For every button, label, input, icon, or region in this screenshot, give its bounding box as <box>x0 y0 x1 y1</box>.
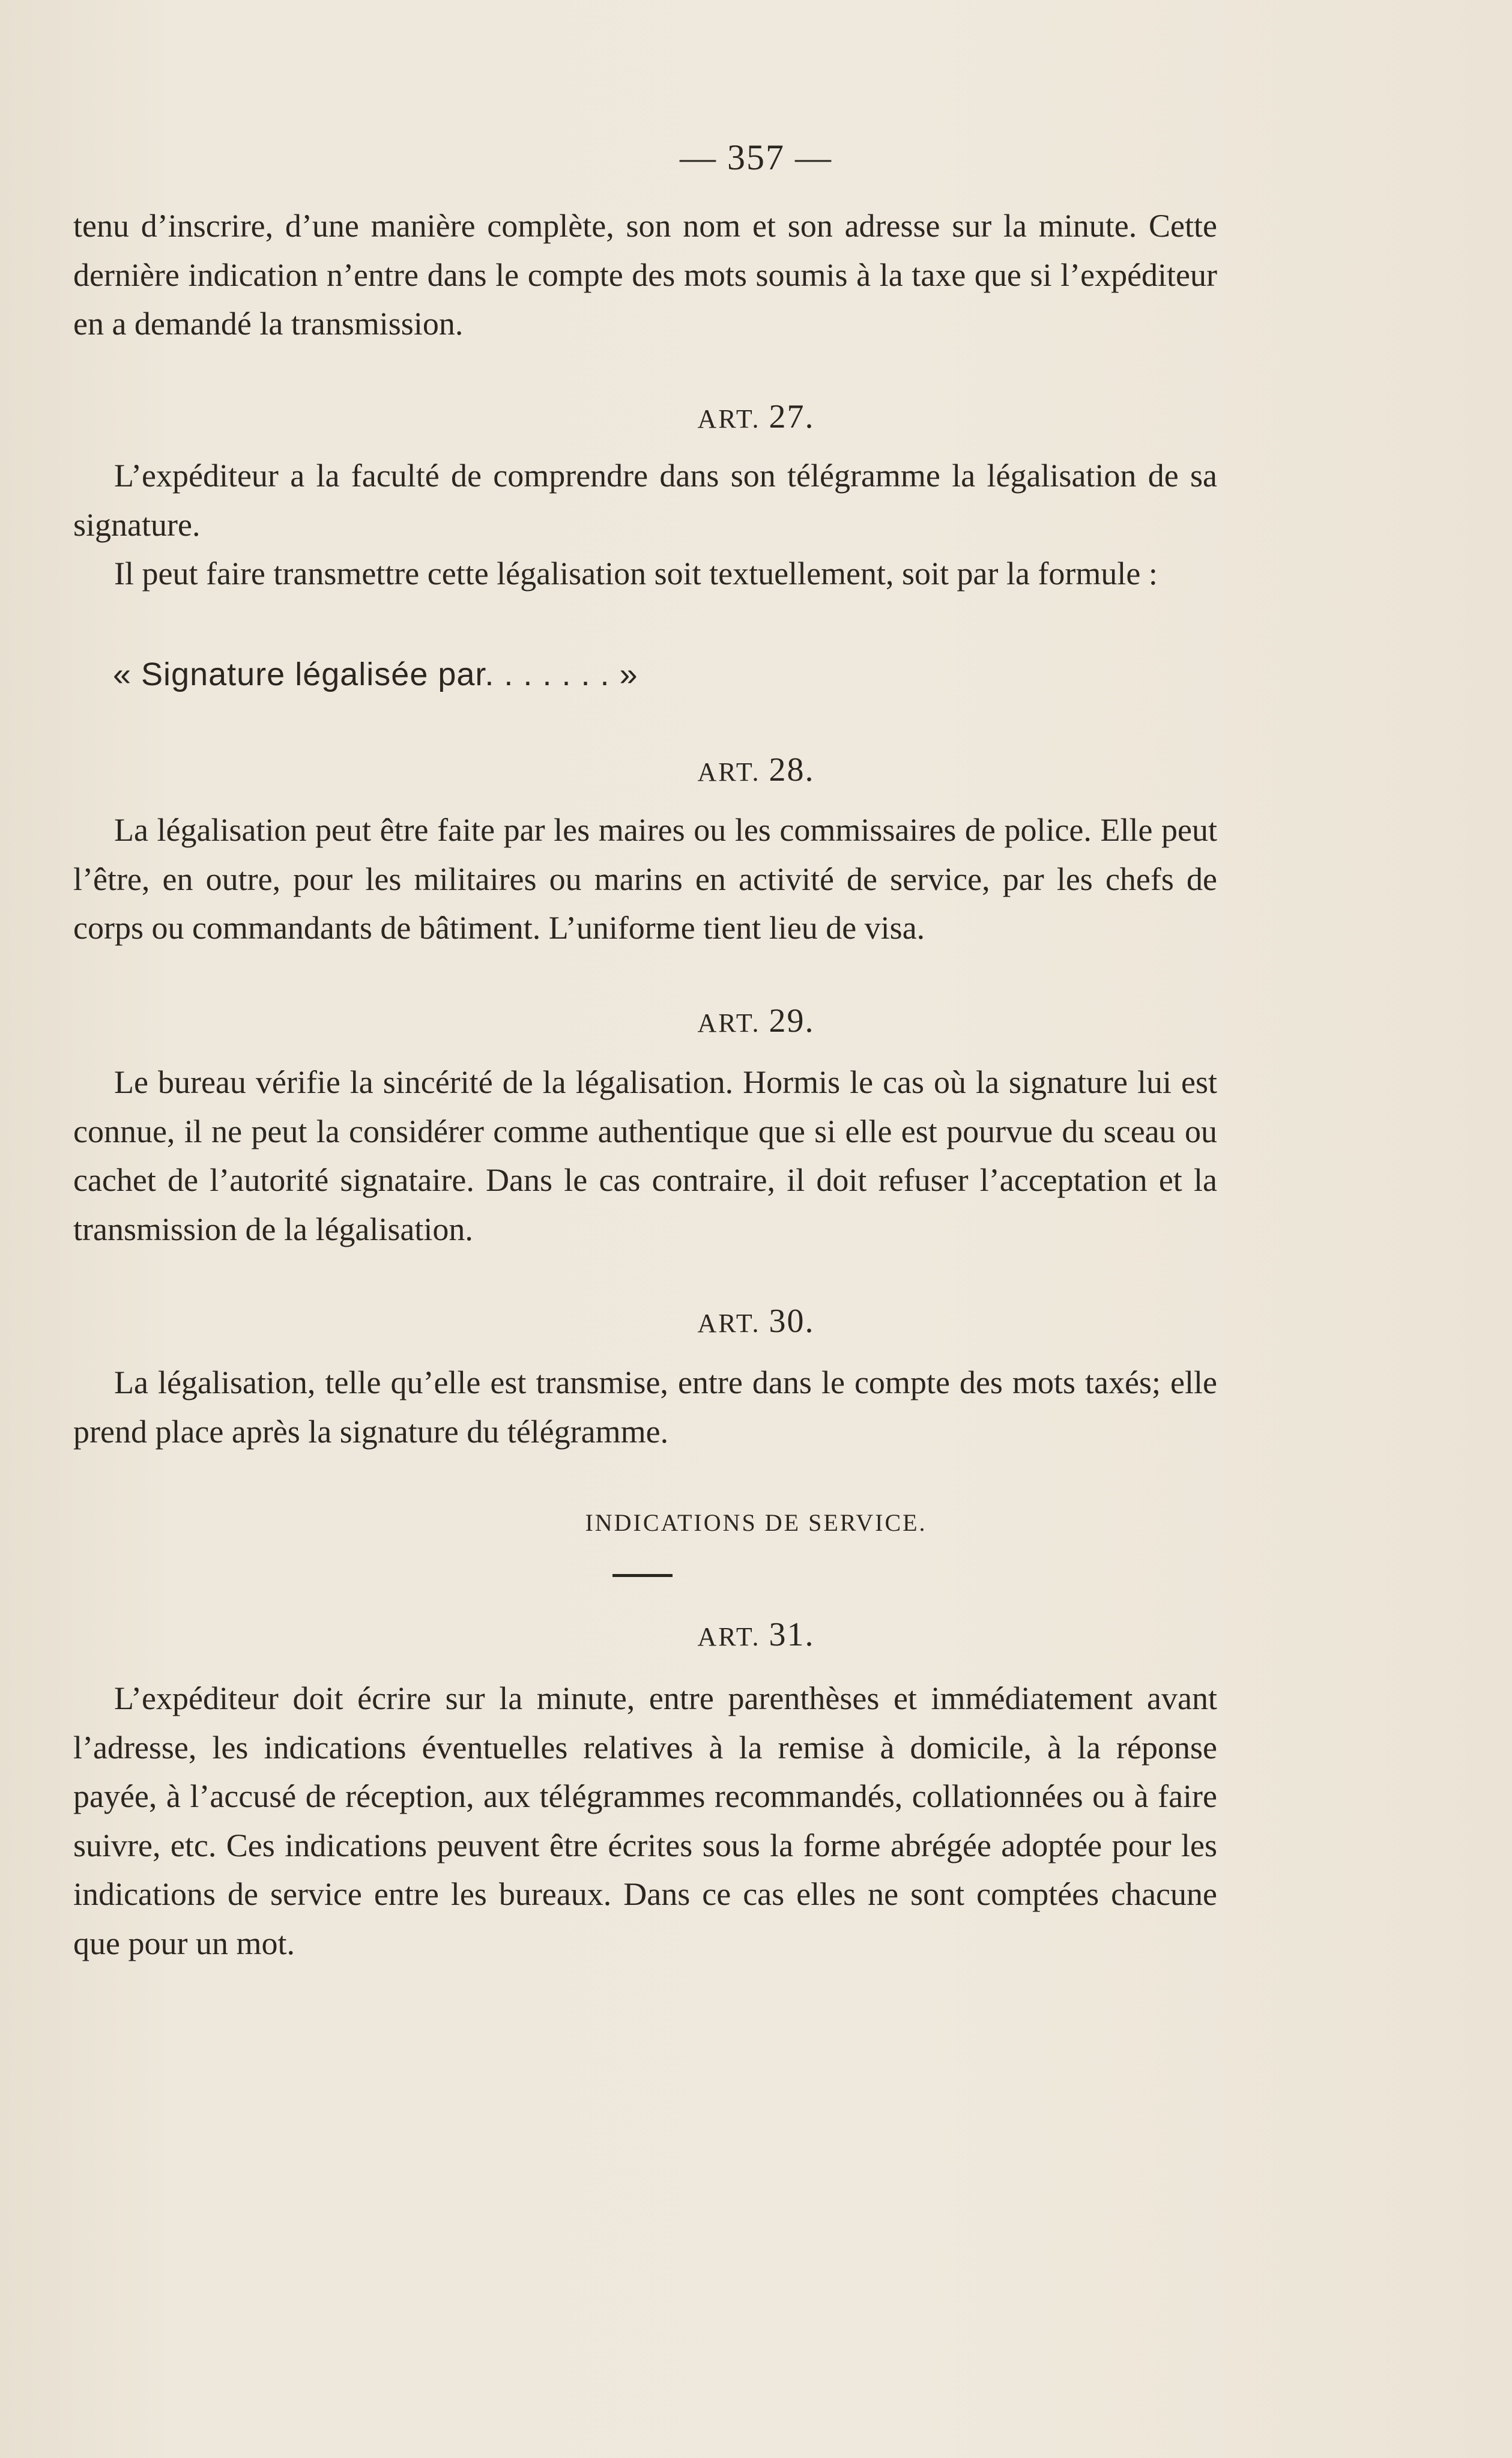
page-number: — 357 — <box>680 138 832 177</box>
article-31-body <box>73 1674 1217 1968</box>
article-30-body <box>73 1358 1217 1456</box>
article-label: ART. <box>697 1008 761 1038</box>
paragraph-text: tenu d’inscrire, d’une manière complète, son nom et son adresse sur la minute. Cette dernière indication n’entre dans le compte des mots soumis à la taxe que si l’expéditeur en a demandé la transmission. <box>73 208 1217 342</box>
article-30-paragraph-1: La légalisation, telle qu’elle est transmise, entre dans le compte des mots taxés; elle prend place après la signature du télégramme. <box>73 1364 1217 1450</box>
article-label: ART. <box>697 1622 761 1651</box>
article-29-paragraph-1: Le bureau vérifie la sincérité de la légalisation. Hormis le cas où la signature lui est connue, il ne peut la considérer comme authentique que si elle est pourvue du sceau ou cachet de l’autorité signataire. Dans le cas contraire, il doit refuser l’acceptation et la transmission de la légalisation. <box>73 1064 1217 1247</box>
article-number: 28. <box>769 751 815 789</box>
article-31-paragraph-1: L’expéditeur doit écrire sur la minute, entre parenthèses et immédiatement avant l’adresse, les indications éventuelles relatives à la remise à domicile, à la réponse payée, à l’accusé de réception, aux télégrammes recommandés, collationnées ou à faire suivre, etc. Ces indications peuvent être écrites sous la forme abrégée adoptée pour les indications de service entre les bureaux. Dans ce cas elles ne sont comptées chacune que pour un mot. <box>73 1680 1217 1961</box>
article-label: ART. <box>697 757 761 787</box>
article-number: 27. <box>769 398 815 435</box>
article-29-body <box>73 1058 1217 1254</box>
legalisation-formula: « Signature légalisée par. . . . . . . » <box>113 656 638 692</box>
article-number: 30. <box>769 1303 815 1340</box>
article-28-paragraph-1: La légalisation peut être faite par les maires ou les commissaires de police. Elle peut l’être, en outre, pour les militaires ou marins en activité de service, par les chefs de corps ou commandants de bâtiment. L’uniforme tient lieu de visa. <box>73 812 1217 946</box>
article-label: ART. <box>697 404 761 434</box>
article-28-body <box>73 806 1217 953</box>
paragraph-continuation <box>73 202 1217 349</box>
article-29-heading <box>0 1002 1512 1040</box>
article-number: 29. <box>769 1002 815 1040</box>
article-27-paragraph-2: Il peut faire transmettre cette légalisation soit textuellement, soit par la formule : <box>114 555 1158 592</box>
article-27-heading <box>0 398 1512 436</box>
article-31-heading <box>0 1615 1512 1654</box>
section-divider <box>612 1574 673 1577</box>
section-heading: INDICATIONS DE SERVICE. <box>585 1509 927 1536</box>
article-30-heading <box>0 1302 1512 1340</box>
article-27-body <box>73 452 1217 599</box>
article-label: ART. <box>697 1309 761 1338</box>
article-28-heading <box>0 751 1512 789</box>
article-27-paragraph-1: L’expéditeur a la faculté de comprendre dans son télégramme la légalisation de sa signature. <box>73 458 1217 543</box>
article-number: 31. <box>769 1616 815 1653</box>
